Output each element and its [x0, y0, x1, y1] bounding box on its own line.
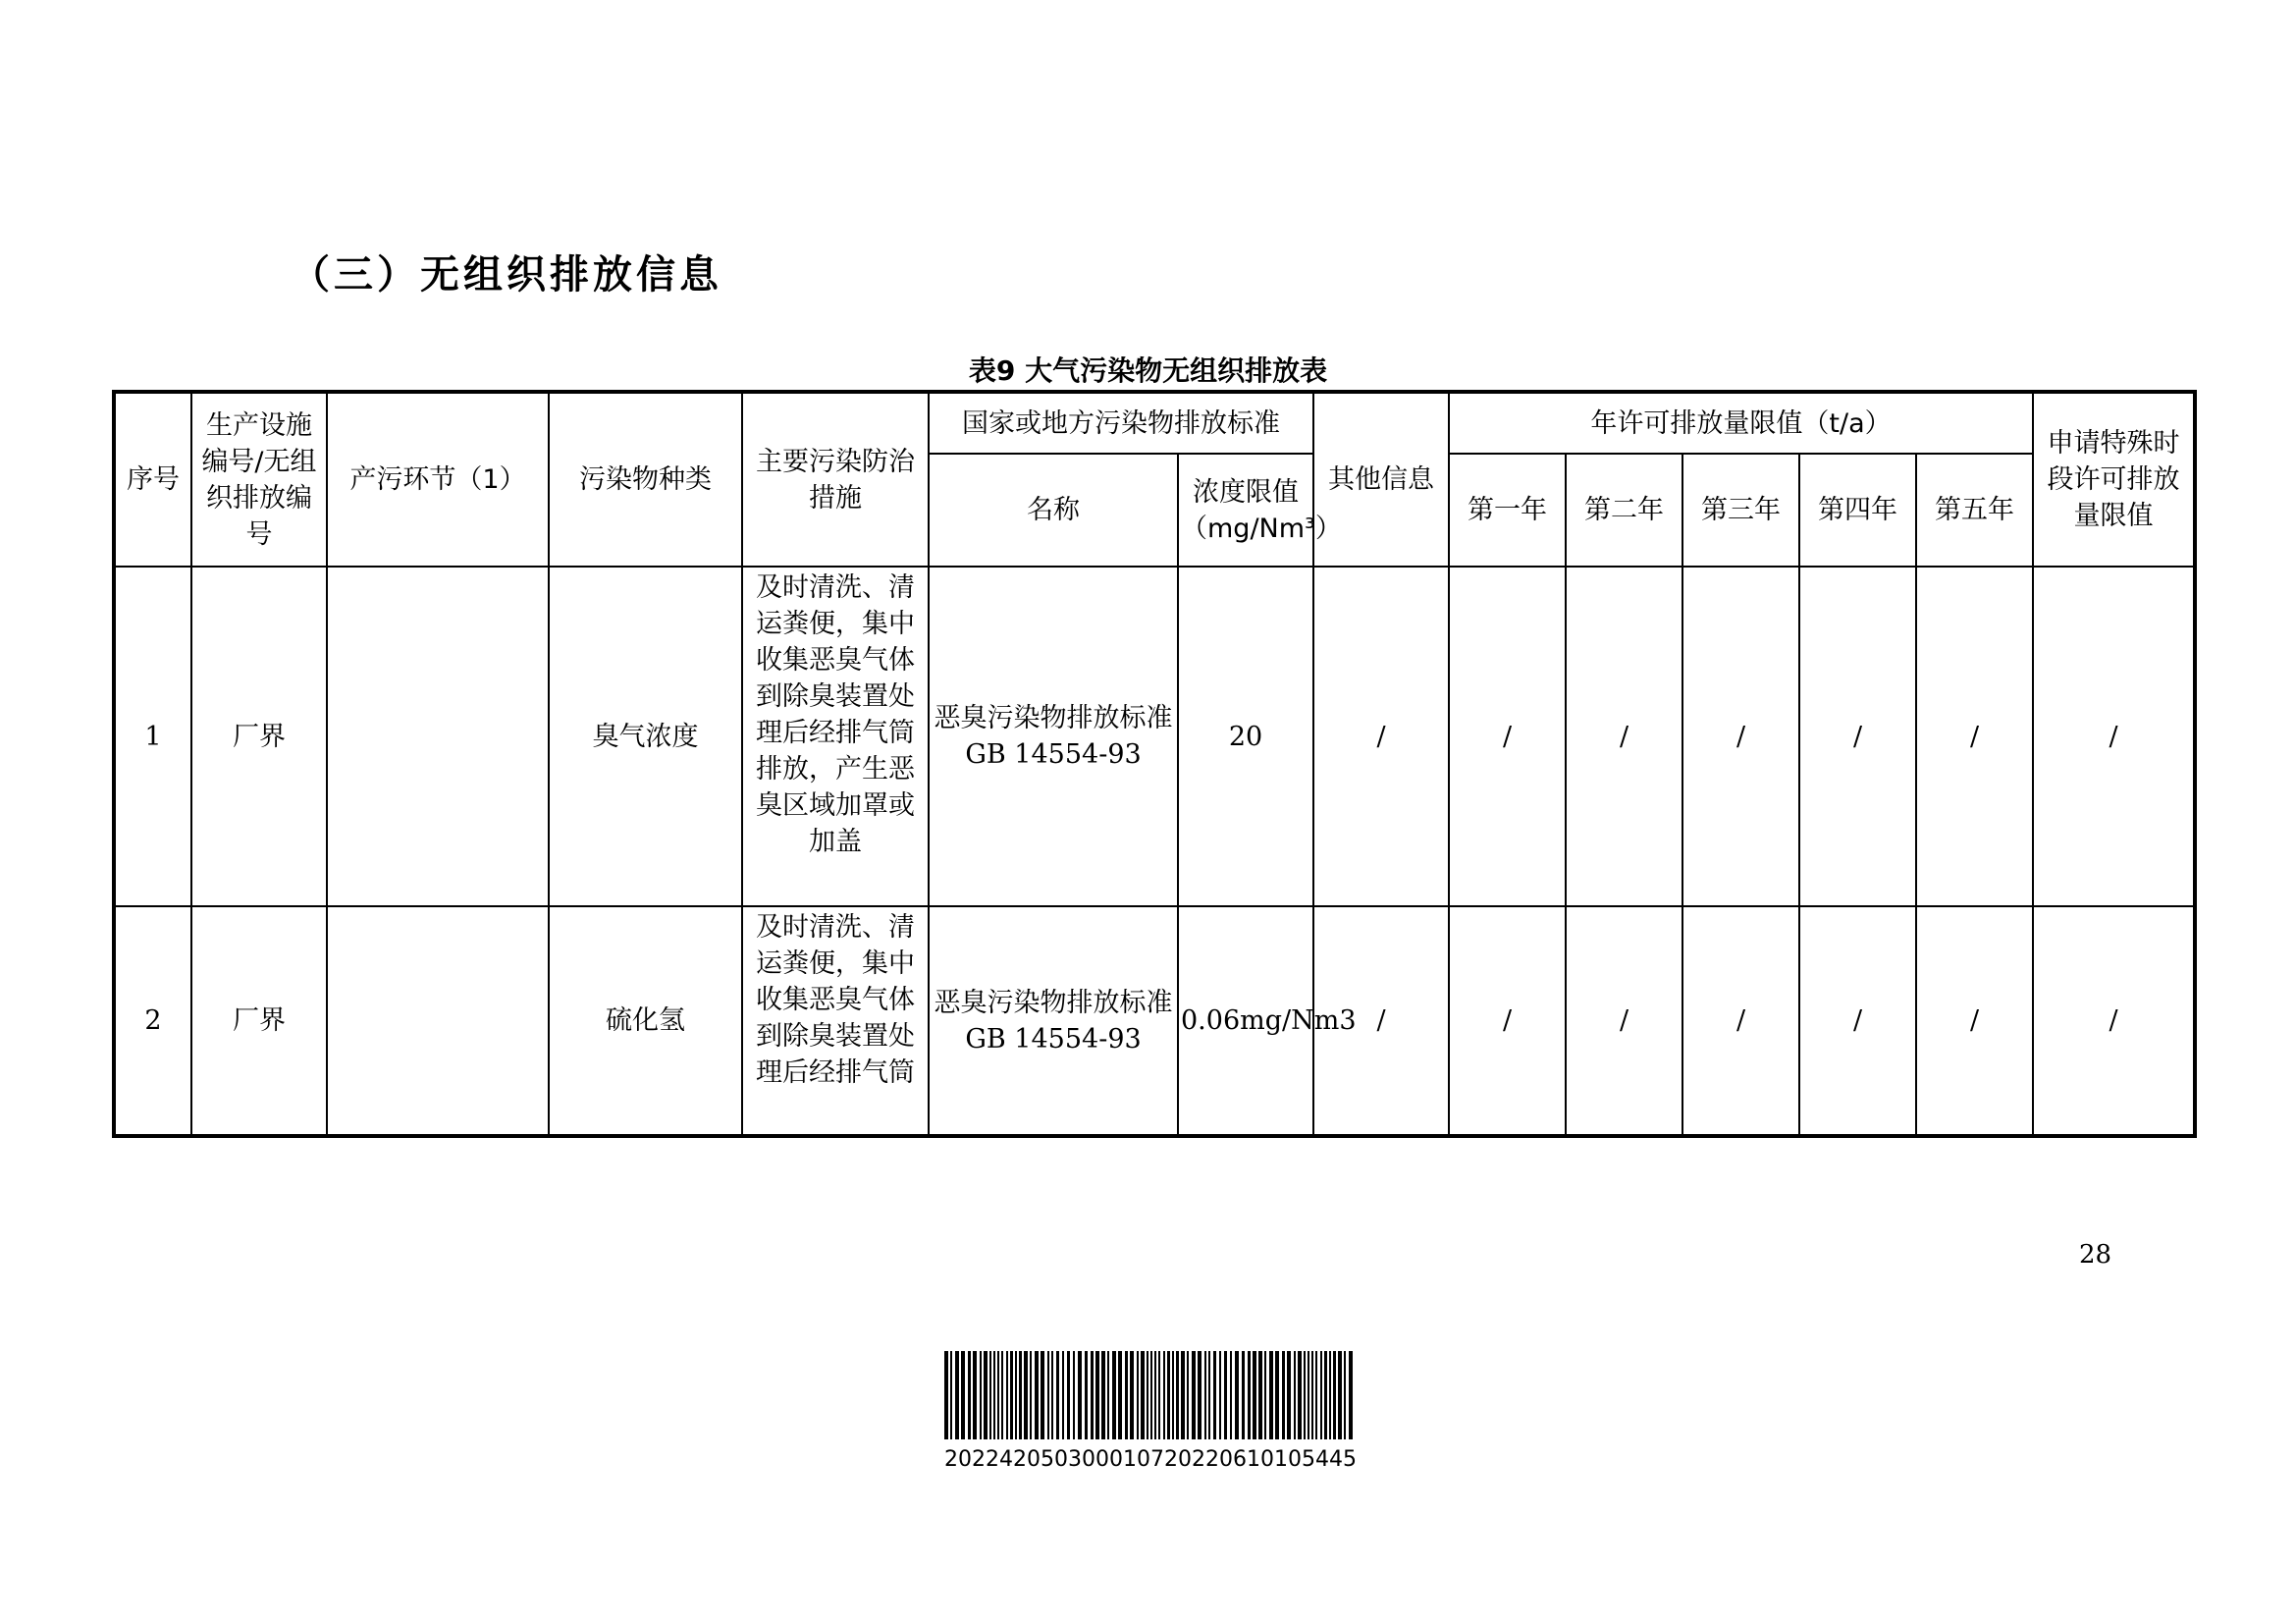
- barcode-bar: [1073, 1351, 1075, 1439]
- measures-text: 及时清洗、清运粪便，集中收集恶臭气体到除臭装置处理后经排气筒排放，产生恶臭区域加罩或加盖: [756, 572, 915, 857]
- barcode-bar: [1130, 1351, 1134, 1439]
- cell-process: [327, 567, 549, 906]
- cell-other-info: /: [1313, 906, 1449, 1136]
- barcode-bar: [1047, 1351, 1049, 1439]
- header-year1: 第一年: [1449, 454, 1566, 567]
- barcode-bar: [1311, 1351, 1313, 1439]
- page-number: 28: [2079, 1240, 2112, 1270]
- section-title: （三）无组织排放信息: [291, 251, 722, 298]
- barcode-bar: [1192, 1351, 1196, 1439]
- header-concentration: 浓度限值（mg/Nm³）: [1178, 454, 1313, 567]
- barcode-bar: [1230, 1351, 1232, 1439]
- barcode-bar: [1051, 1351, 1053, 1439]
- barcode-bar: [1275, 1351, 1279, 1439]
- barcode-bar: [1062, 1351, 1064, 1439]
- barcode-bar: [1204, 1351, 1206, 1439]
- cell-other-info: /: [1313, 567, 1449, 906]
- barcode-bar: [1248, 1351, 1251, 1439]
- barcode-bar: [1001, 1351, 1003, 1439]
- barcode-bar: [1125, 1351, 1128, 1439]
- barcode-bar: [1258, 1351, 1262, 1439]
- barcode-bar: [1095, 1351, 1099, 1439]
- cell-year3: /: [1682, 567, 1799, 906]
- cell-seq: 1: [114, 567, 191, 906]
- barcode-bar: [1085, 1351, 1088, 1439]
- barcode-bar: [984, 1351, 988, 1439]
- barcode-bar: [1208, 1351, 1210, 1439]
- cell-pollutant: 臭气浓度: [549, 567, 742, 906]
- barcode-bar: [1287, 1351, 1291, 1439]
- cell-facility-id: 厂界: [191, 906, 327, 1136]
- header-other-info: 其他信息: [1313, 392, 1449, 567]
- barcode-bar: [1333, 1351, 1336, 1439]
- barcode-bar: [1019, 1351, 1022, 1439]
- header-seq: 序号: [114, 392, 191, 567]
- barcode-bar: [1253, 1351, 1256, 1439]
- cell-process: [327, 906, 549, 1136]
- barcode-bar: [1024, 1351, 1028, 1439]
- barcode-bar: [1030, 1351, 1032, 1439]
- header-row-1: [114, 392, 2195, 454]
- barcode-bar: [989, 1351, 991, 1439]
- barcode-bar: [1242, 1351, 1245, 1439]
- cell-seq: 2: [114, 906, 191, 1136]
- barcode-bar: [973, 1351, 977, 1439]
- header-pollutant: 污染物种类: [549, 392, 742, 567]
- barcode-bar: [1137, 1351, 1139, 1439]
- barcode-bar: [1269, 1351, 1273, 1439]
- barcode-bar: [1304, 1351, 1306, 1439]
- barcode-bar: [1181, 1351, 1185, 1439]
- emission-table: [112, 390, 2197, 1138]
- barcode-bar: [1187, 1351, 1189, 1439]
- header-year2: 第二年: [1566, 454, 1682, 567]
- barcode-bar: [1282, 1351, 1285, 1439]
- barcode-bar: [950, 1351, 952, 1439]
- header-standard-group: 国家或地方污染物排放标准: [929, 392, 1313, 454]
- barcode-bar: [1035, 1351, 1039, 1439]
- barcode-bar: [961, 1351, 965, 1439]
- barcode-bar: [1041, 1351, 1044, 1439]
- barcode-bar: [1006, 1351, 1008, 1439]
- cell-year3: /: [1682, 906, 1799, 1136]
- cell-year1: /: [1449, 906, 1566, 1136]
- barcode-bar: [968, 1351, 971, 1439]
- barcode-bar: [1298, 1351, 1302, 1439]
- barcode-bar: [1163, 1351, 1165, 1439]
- barcode-bar: [1147, 1351, 1148, 1439]
- header-annual-limit-group: 年许可排放量限值（t/a）: [1449, 392, 2033, 454]
- barcode-bar: [1056, 1351, 1059, 1439]
- barcode-bar: [1235, 1351, 1239, 1439]
- barcode-bar: [1172, 1351, 1174, 1439]
- header-year4: 第四年: [1799, 454, 1916, 567]
- table-row: [114, 567, 2195, 906]
- cell-measures: [742, 906, 929, 1136]
- barcode-bar: [1158, 1351, 1160, 1439]
- barcode-bar: [997, 1351, 999, 1439]
- cell-concentration: 0.06mg/Nm3: [1178, 906, 1313, 1136]
- barcode-bar: [1167, 1351, 1170, 1439]
- barcode-bar: [1067, 1351, 1070, 1439]
- barcode-bar: [1176, 1351, 1179, 1439]
- barcode-bar: [980, 1351, 982, 1439]
- barcode-bar: [1329, 1351, 1331, 1439]
- barcode-bar: [1107, 1351, 1109, 1439]
- barcode-bar: [1150, 1351, 1152, 1439]
- table-row: [114, 906, 2195, 1136]
- cell-standard-name: 恶臭污染物排放标准GB 14554-93: [929, 906, 1178, 1136]
- barcode: [942, 1351, 1359, 1439]
- cell-year5: /: [1916, 906, 2033, 1136]
- barcode-bar: [1320, 1351, 1322, 1439]
- barcode-bar: [1213, 1351, 1216, 1439]
- barcode-bar: [1154, 1351, 1156, 1439]
- cell-year5: /: [1916, 567, 2033, 906]
- cell-pollutant: 硫化氢: [549, 906, 742, 1136]
- cell-year2: /: [1566, 567, 1682, 906]
- measures-text: 及时清洗、清运粪便，集中收集恶臭气体到除臭装置处理后经排气筒: [756, 912, 915, 1088]
- cell-facility-id: 厂界: [191, 567, 327, 906]
- cell-year1: /: [1449, 567, 1566, 906]
- barcode-bar: [1224, 1351, 1227, 1439]
- barcode-bar: [1349, 1351, 1353, 1439]
- cell-year2: /: [1566, 906, 1682, 1136]
- header-facility-id: 生产设施编号/无组织排放编号: [191, 392, 327, 567]
- header-year3: 第三年: [1682, 454, 1799, 567]
- barcode-bar: [1338, 1351, 1342, 1439]
- barcode-bar: [1091, 1351, 1094, 1439]
- cell-measures: [742, 567, 929, 906]
- barcode-number: 202242050300010720220610105445: [944, 1447, 1357, 1472]
- barcode-bar: [1219, 1351, 1221, 1439]
- header-special-period: 申请特殊时段许可排放量限值: [2033, 392, 2195, 567]
- cell-year4: /: [1799, 906, 1916, 1136]
- header-standard-name: 名称: [929, 454, 1178, 567]
- cell-concentration: 20: [1178, 567, 1313, 906]
- barcode-bar: [1101, 1351, 1105, 1439]
- cell-year4: /: [1799, 567, 1916, 906]
- cell-special-period: /: [2033, 906, 2195, 1136]
- barcode-bar: [1294, 1351, 1296, 1439]
- table-caption: 表9 大气污染物无组织排放表: [968, 354, 1328, 387]
- barcode-bar: [1198, 1351, 1201, 1439]
- barcode-bar: [1141, 1351, 1145, 1439]
- barcode-bar: [1078, 1351, 1082, 1439]
- barcode-bar: [955, 1351, 959, 1439]
- barcode-bar: [1315, 1351, 1317, 1439]
- barcode-bar: [1112, 1351, 1116, 1439]
- barcode-bar: [1324, 1351, 1327, 1439]
- header-measures: 主要污染防治措施: [742, 392, 929, 567]
- cell-standard-name: 恶臭污染物排放标准GB 14554-93: [929, 567, 1178, 906]
- barcode-bar: [1264, 1351, 1266, 1439]
- header-year5: 第五年: [1916, 454, 2033, 567]
- barcode-bar: [1118, 1351, 1122, 1439]
- cell-special-period: /: [2033, 567, 2195, 906]
- barcode-bar: [1344, 1351, 1346, 1439]
- barcode-bar: [1010, 1351, 1013, 1439]
- barcode-bar: [944, 1351, 948, 1439]
- barcode-bar: [1015, 1351, 1017, 1439]
- barcode-bar: [993, 1351, 995, 1439]
- barcode-bar: [1308, 1351, 1309, 1439]
- header-process: 产污环节（1）: [327, 392, 549, 567]
